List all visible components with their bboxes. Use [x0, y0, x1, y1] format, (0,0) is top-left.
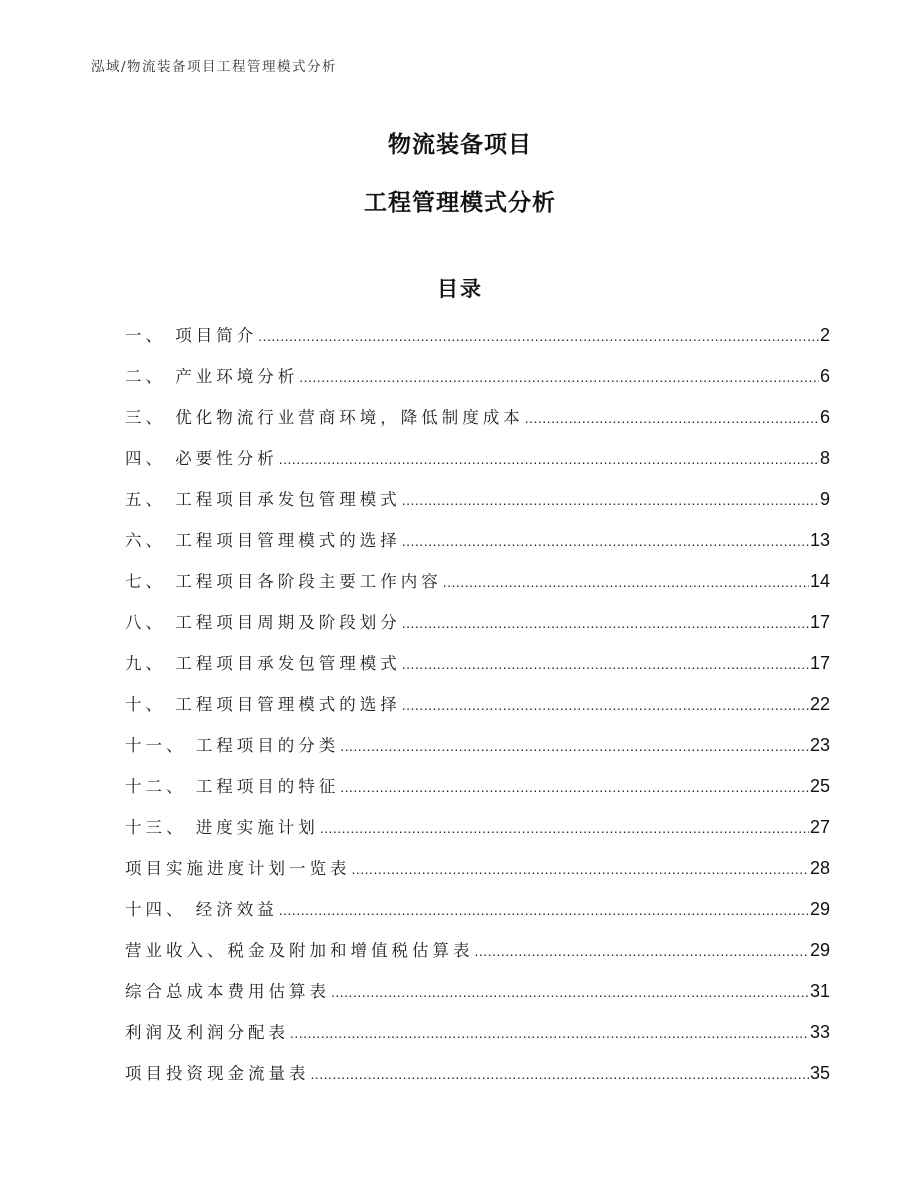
toc-entry[interactable]: [125, 486, 830, 527]
toc-entry[interactable]: [125, 1060, 830, 1101]
toc-leader-dots: [279, 902, 809, 918]
toc-entry-page: 14: [809, 571, 830, 591]
toc-leader-dots: [340, 779, 809, 795]
toc-entry-label: 项目投资现金流量表: [125, 1064, 310, 1083]
toc-entry-page: 2: [819, 325, 830, 345]
toc-leader-dots: [402, 615, 809, 631]
toc-entry-page: 17: [809, 653, 830, 673]
toc-entry-page: 13: [809, 530, 830, 550]
toc-entry-label: 九、 工程项目承发包管理模式: [125, 654, 401, 673]
toc-entry-page: 17: [809, 612, 830, 632]
toc-entry[interactable]: [125, 732, 830, 773]
toc-entry[interactable]: [125, 773, 830, 814]
toc-leader-dots: [402, 697, 809, 713]
toc-leader-dots: [402, 533, 809, 549]
toc-leader-dots: [525, 410, 819, 426]
toc-leader-dots: [475, 943, 809, 959]
toc-entry-page: 33: [809, 1022, 830, 1042]
toc-entry-page: 29: [809, 940, 830, 960]
toc-entry-page: 35: [809, 1063, 830, 1083]
toc-entry-page: 8: [819, 448, 830, 468]
toc-leader-dots: [311, 1066, 809, 1082]
toc-entry-label: 项目实施进度计划一览表: [125, 859, 351, 878]
toc-entry[interactable]: [125, 404, 830, 445]
toc-entry-label: 十一、 工程项目的分类: [125, 736, 340, 755]
toc-entry-page: 23: [809, 735, 830, 755]
toc-entry-page: 27: [809, 817, 830, 837]
toc-entry[interactable]: [125, 855, 830, 896]
toc-entry-page: 31: [809, 981, 830, 1001]
toc-entry-label: 八、 工程项目周期及阶段划分: [125, 613, 401, 632]
toc-entry[interactable]: [125, 650, 830, 691]
toc-leader-dots: [443, 574, 809, 590]
toc-entry-page: 6: [819, 366, 830, 386]
toc-entry-label: 六、 工程项目管理模式的选择: [125, 531, 401, 550]
toc-heading: 目录: [437, 277, 483, 301]
toc-entry[interactable]: [125, 363, 830, 404]
toc-leader-dots: [352, 861, 809, 877]
toc-entry[interactable]: [125, 937, 830, 978]
toc-entry-label: 一、 项目简介: [125, 326, 258, 345]
running-header: 泓域/物流装备项目工程管理模式分析: [91, 59, 338, 75]
toc-entry-page: 9: [819, 489, 830, 509]
toc-leader-dots: [290, 1025, 809, 1041]
toc-entry-page: 29: [809, 899, 830, 919]
toc-leader-dots: [402, 492, 819, 508]
toc-entry[interactable]: [125, 568, 830, 609]
toc-entry[interactable]: [125, 445, 830, 486]
toc-entry[interactable]: [125, 978, 830, 1019]
toc-entry-label: 五、 工程项目承发包管理模式: [125, 490, 401, 509]
toc-entry-page: 22: [809, 694, 830, 714]
toc-entry[interactable]: [125, 814, 830, 855]
toc-leader-dots: [402, 656, 809, 672]
document-title-line1: 物流装备项目: [388, 132, 532, 158]
toc-entry-page: 6: [819, 407, 830, 427]
toc-entry-label: 十二、 工程项目的特征: [125, 777, 340, 796]
table-of-contents: [125, 322, 830, 1101]
toc-entry-page: 28: [809, 858, 830, 878]
toc-entry-label: 三、 优化物流行业营商环境，降低制度成本: [125, 408, 524, 427]
toc-leader-dots: [258, 328, 819, 344]
document-title-line2: 工程管理模式分析: [364, 190, 556, 216]
toc-entry[interactable]: [125, 1019, 830, 1060]
toc-entry[interactable]: [125, 322, 830, 363]
toc-leader-dots: [299, 369, 819, 385]
toc-entry[interactable]: [125, 691, 830, 732]
toc-leader-dots: [331, 984, 809, 1000]
toc-entry[interactable]: [125, 609, 830, 650]
toc-entry-label: 营业收入、税金及附加和增值税估算表: [125, 941, 474, 960]
toc-entry[interactable]: [125, 527, 830, 568]
toc-entry-label: 四、 必要性分析: [125, 449, 278, 468]
toc-entry-label: 十四、 经济效益: [125, 900, 278, 919]
toc-leader-dots: [320, 820, 809, 836]
toc-entry-label: 综合总成本费用估算表: [125, 982, 330, 1001]
toc-leader-dots: [279, 451, 819, 467]
toc-leader-dots: [340, 738, 809, 754]
toc-entry-page: 25: [809, 776, 830, 796]
toc-entry-label: 十三、 进度实施计划: [125, 818, 319, 837]
toc-entry-label: 十、 工程项目管理模式的选择: [125, 695, 401, 714]
toc-entry-label: 二、 产业环境分析: [125, 367, 299, 386]
toc-entry-label: 利润及利润分配表: [125, 1023, 289, 1042]
toc-entry[interactable]: [125, 896, 830, 937]
toc-entry-label: 七、 工程项目各阶段主要工作内容: [125, 572, 442, 591]
